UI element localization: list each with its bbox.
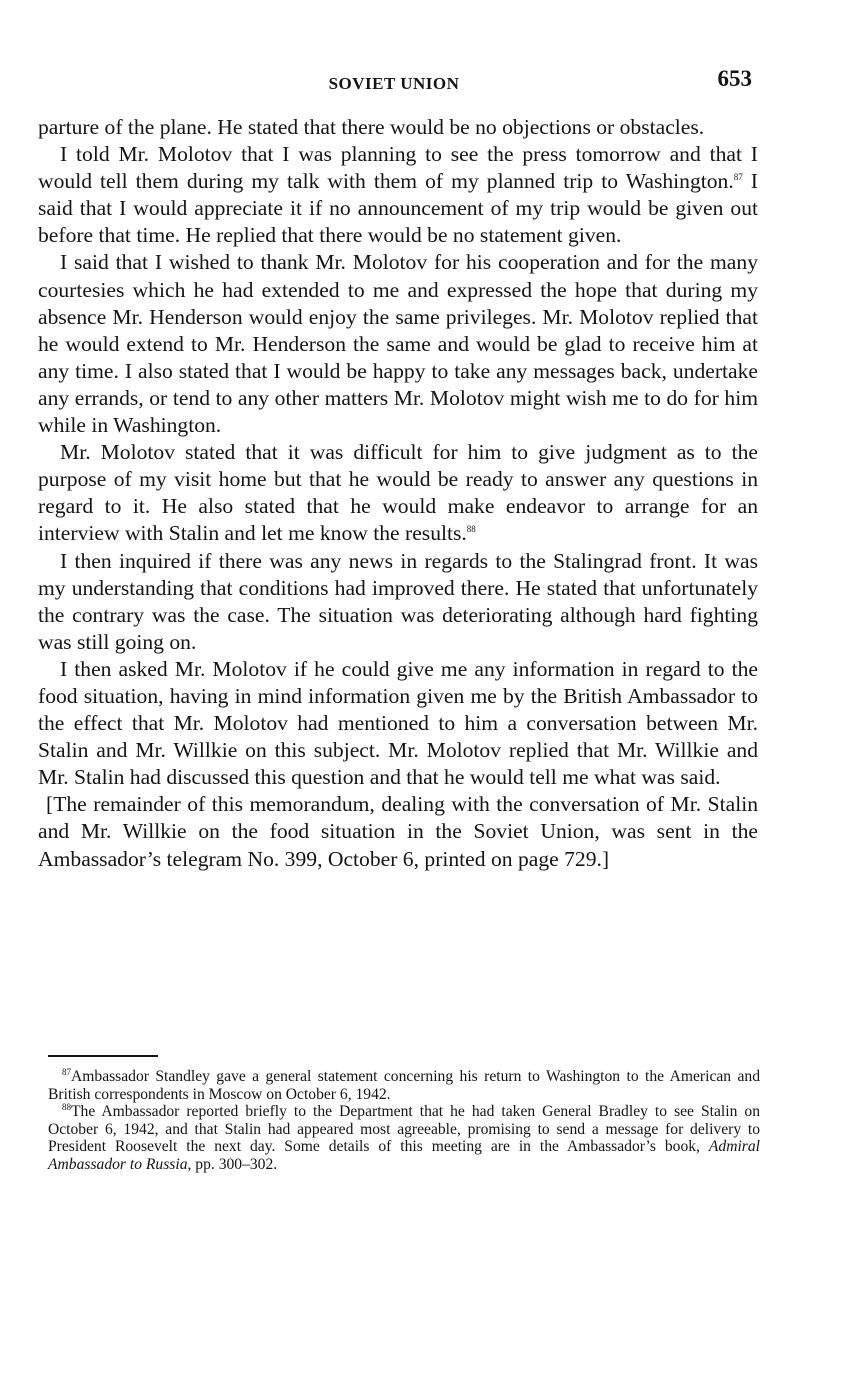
- paragraph: [38, 656, 758, 791]
- footnote: [48, 1103, 760, 1173]
- paragraph-text: I then asked Mr. Molotov if he could give me any information in regard to the food situation, having in mind information given me by the British Ambassador to the effect that Mr. Molotov had mentioned to him a conversation between Mr. Stalin and Mr. Willkie on this subject. Mr. Molotov replied that Mr. Willkie and Mr. Stalin had discussed this question and that he would tell me what was said.: [38, 656, 758, 790]
- paragraph-text: [The remainder of this memorandum, dealing with the conversation of Mr. Stalin and Mr. Willkie on the food situation in the Soviet Union, was sent in the Ambassador’s telegram No. 399, October 6, printed on page 729.]: [38, 792, 758, 871]
- paragraph-text: Mr. Molotov stated that it was difficult for him to give judgment as to the purpose of my visit home but that he would be ready to answer any questions in regard to it. He also stated that he would make endeavor to arrange for an interview with Stalin and let me know the results.: [38, 440, 758, 546]
- page-number: 653: [717, 66, 752, 91]
- footnote-rule: [48, 1055, 158, 1057]
- footnote-text: The Ambassador reported briefly to the Department that he had taken General Bradley to see Stalin on October 6, 1942, and that Stalin had appeared most agreeable, promising to send a message for delivery to President Roosevelt the next day. Some details of this meeting are in the Ambassador’s book,: [48, 1103, 760, 1155]
- footnote-text: Ambassador Standley gave a general statement concerning his return to Washington to the American and British correspondents in Moscow on October 6, 1942.: [48, 1068, 760, 1103]
- paragraph-text: I said that I would appreciate it if no announcement of my trip would be given out before that time. He replied that there would be no statement given.: [38, 169, 758, 248]
- paragraph-text: I then inquired if there was any news in regards to the Stalingrad front. It was my understanding that conditions had improved there. He stated that unfortunately the contrary was the case. The situation was deteriorating although hard fighting was still going on.: [38, 548, 758, 654]
- paragraph-text: I told Mr. Molotov that I was planning to see the press tomorrow and that I would tell them during my talk with them of my planned trip to Washington.: [38, 142, 758, 194]
- running-head: SOVIET UNION: [328, 74, 460, 93]
- footnote-text: , pp. 300–302.: [187, 1155, 278, 1173]
- body-text: [38, 114, 758, 873]
- footnote-reference: 88: [466, 524, 476, 535]
- paragraph: [38, 249, 758, 439]
- paragraph: [38, 141, 758, 249]
- page-header: [36, 66, 752, 98]
- paragraph-text: I said that I wished to thank Mr. Molotov for his cooperation and for the many courtesies which he had extended to me and expressed the hope that during my absence Mr. Henderson would enjoy the same privileges. Mr. Molotov replied that he would extend to Mr. Henderson the same and would be glad to receive him at any time. I also stated that I would be happy to take any messages back, undertake any errands, or tend to any other matters Mr. Molotov might wish me to do for him while in Washington.: [38, 250, 758, 438]
- footnote-marker: 88: [62, 1101, 71, 1112]
- paragraph-text: parture of the plane. He stated that there would be no objections or obstacles.: [38, 115, 705, 139]
- footnote-marker: 87: [62, 1066, 71, 1077]
- book-title: Admiral Ambassador to Russia: [48, 1138, 760, 1173]
- footnotes: [48, 1068, 760, 1173]
- editorial-note: [38, 791, 758, 872]
- footnote: [48, 1068, 760, 1103]
- paragraph: [38, 439, 758, 547]
- footnote-reference: 87: [733, 172, 743, 182]
- paragraph-continued: [38, 114, 758, 141]
- paragraph: [38, 548, 758, 656]
